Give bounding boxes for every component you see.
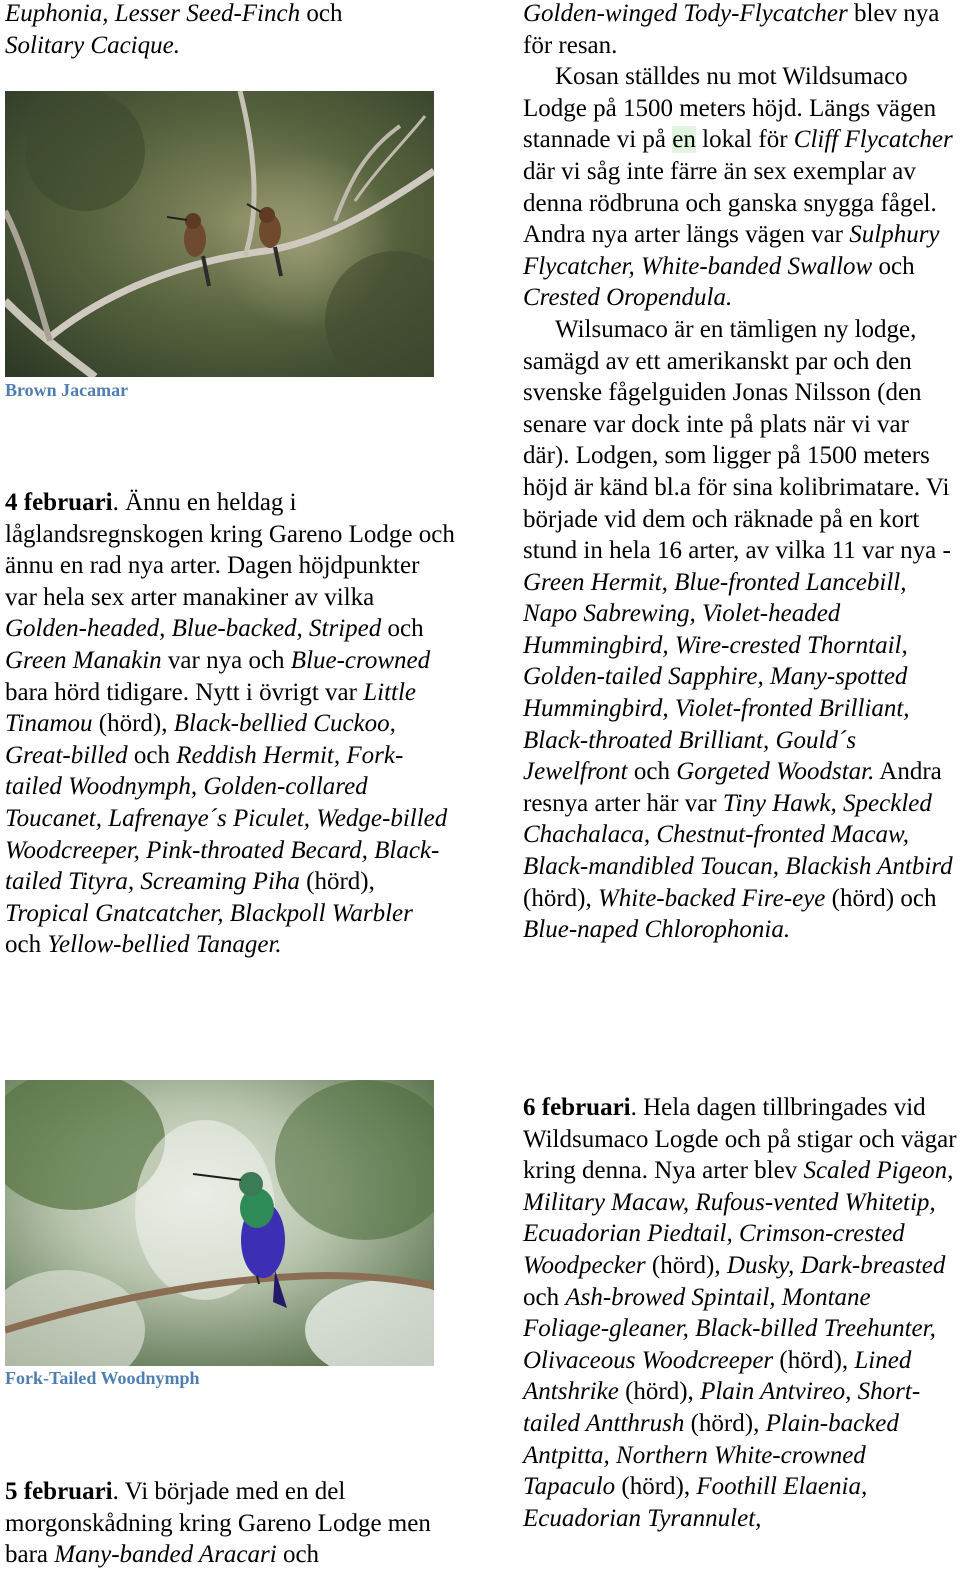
day5-date: 5 februari [5,1478,113,1505]
species-name: Plain Antvireo, Short-tailed Antthrush [523,1378,921,1437]
text-segment: och [627,758,677,786]
brown-jacamar-image [5,91,434,377]
right-paragraph-3 [523,314,958,946]
text-segment: (hörd), [773,1346,855,1374]
text-segment: och [127,741,177,769]
day4-body [5,489,455,958]
text-segment: . Vi började med en del morgonskådning kring Gareno Lodge men bara [5,1478,431,1569]
species-name: Green Hermit, Blue-fronted Lancebill, Napo Sabrewing, Violet-headed Hummingbird, Wire-crested Thorntail, Golden-tailed Sapphire, Many-spotted Hummingbird, Violet-fronted Brilliant, Black-throated Brilliant, Gould´s Jewelfront [523,568,910,786]
text-segment: och [276,1541,320,1569]
right-paragraph-2 [523,61,958,314]
text-segment: en [672,126,696,154]
right-paragraph-1 [523,0,958,61]
day6-body [523,1094,957,1532]
day5-paragraph [5,1476,455,1571]
intro-species-2: Solitary Cacique. [5,31,180,59]
text-segment: lokal för [695,126,794,154]
species-name: Crested Oropendula. [523,284,733,312]
day4-date: 4 februari [5,489,113,516]
text-segment: (hörd), [684,1409,766,1437]
text-segment: och [381,615,424,643]
text-segment: Andra resnya arter här var [523,758,942,817]
woodnymph-image [5,1080,434,1366]
woodnymph-photo [5,1080,434,1366]
species-name: Foothill Elaenia, Ecuadorian Tyrannulet, [523,1473,868,1532]
text-segment: blev nya för resan. [523,0,940,59]
species-name: Green Manakin [5,646,162,674]
species-name: Scaled Pigeon, Military Macaw, Rufous-vented Whitetip, Ecuadorian Piedtail, Crimson-crested Woodpecker [523,1157,954,1279]
text-segment: (hörd), [92,710,174,738]
text-segment: . Hela dagen tillbringades vid Wildsumaco Logde och på stigar och vägar kring denna. Nya arter blev [523,1094,957,1185]
intro-conjunction: och [300,0,343,27]
species-name: Tiny Hawk, Speckled Chachalaca, Chestnut-fronted Macaw, Black-mandibled Toucan, Blackish Antbird [523,789,953,881]
text-segment: (hörd), [618,1378,701,1406]
text-segment: (hörd) och [825,884,937,912]
text-segment: där vi såg inte färre än sex exemplar av denna rödbruna och ganska snygga fågel. Andra nya arter längs vägen var [523,157,937,249]
text-segment: (hörd), [615,1473,697,1501]
text-segment: (hörd), [299,868,375,896]
text-segment: . Ännu en heldag i låglandsregnskogen kring Gareno Lodge och ännu en rad nya arter. Dagen höjdpunkter var hela sex arter manakiner av vilka [5,489,455,611]
species-name: Lined Antshrike [523,1346,912,1406]
brown-jacamar-photo [5,91,434,377]
species-name: Little Tinamou [5,678,417,738]
species-name: Tropical Gnatcatcher, Blackpoll Warbler [5,899,413,927]
text-segment: Wilsumaco är en tämligen ny lodge, samägd av ett amerikanskt par och den svenske fågelguiden Jonas Nilsson (den senare var dock inte på plats när vi var där). Lodgen, som ligger på 1500 meters höjd är känd bl.a för sina kolibrimatare. Vi började vid dem och räknade på en kort stund in hela 16 arter, av vilka 11 var nya - [523,315,951,565]
text-segment: (hörd), [523,884,598,912]
day4-paragraph [5,487,455,961]
species-name: Sulphury Flycatcher, White-banded Swallow [523,221,940,280]
species-name: Plain-backed Antpitta, Northern White-crowned Tapaculo [523,1409,899,1501]
text-segment: och [5,931,48,959]
day6-paragraph [523,1092,958,1534]
text-segment: (hörd), [645,1251,727,1279]
text-segment: Kosan ställdes nu mot Wildsumaco Lodge på 1500 meters höjd. Längs vägen stannade vi på [523,63,937,154]
species-name: Blue-naped Chlorophonia. [523,916,791,944]
text-segment: var nya och [161,646,291,674]
intro-species-1: Euphonia, Lesser Seed-Finch [5,0,301,27]
species-name: Ash-browed Spintail, Montane Foliage-gleaner, Black-billed Treehunter, Olivaceous Woodcreeper [523,1283,936,1374]
species-name: Gorgeted Woodstar. [676,758,875,786]
intro-paragraph [5,0,455,61]
species-name: Cliff Flycatcher [793,126,953,154]
species-name: Blue-crowned [290,646,431,674]
species-name: Golden-headed, Blue-backed, Striped [5,615,382,643]
text-segment: bara hörd tidigare. Nytt i övrigt var [5,678,364,706]
species-name: Reddish Hermit, Fork-tailed Woodnymph, Golden-collared Toucanet, Lafrenaye´s Piculet, Wedge-billed Woodcreeper, Pink-throated Becard, Black-tailed Tityra, Screaming Piha [5,741,448,896]
text-segment: och [872,252,915,280]
species-name: White-backed Fire-eye [597,884,826,912]
species-name: Golden-winged Tody-Flycatcher [523,0,848,27]
species-name: Dusky, Dark-breasted [726,1251,946,1279]
species-name: Black-bellied Cuckoo, Great-billed [5,710,396,769]
left-column [5,0,455,1569]
species-name: Yellow-bellied Tanager. [47,931,282,959]
species-name: Many-banded Aracari [54,1541,277,1569]
right-column [523,0,958,1532]
day6-date: 6 februari [523,1094,631,1121]
photo1-caption: Brown Jacamar [5,380,129,400]
photo2-caption: Fork-Tailed Woodnymph [5,1368,200,1388]
text-segment: och [523,1283,566,1311]
